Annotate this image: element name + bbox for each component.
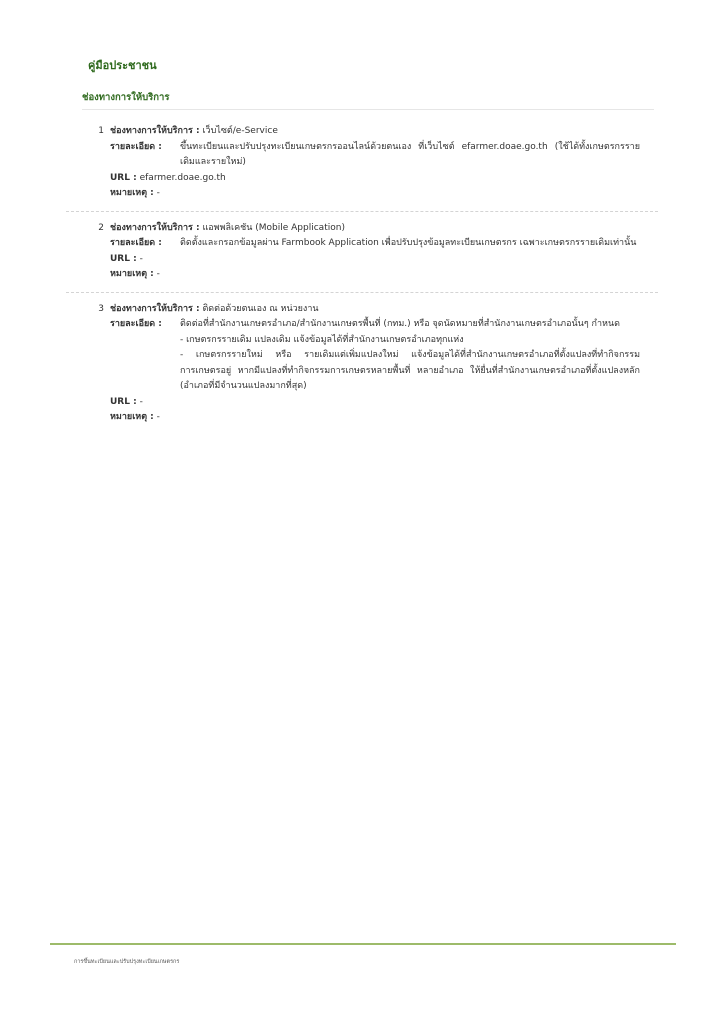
detail-label: รายละเอียด :	[110, 141, 162, 152]
channel-value: แอพพลิเคชัน (Mobile Application)	[202, 222, 345, 233]
detail-text: ขึ้นทะเบียนและปรับปรุงทะเบียนเกษตรกรออนไลน์ด้วยตนเอง ที่เว็บไซต์ efarmer.doae.go.th (ใช้ได้ทั้งเกษตรกรรายเดิมและรายใหม่)	[180, 141, 640, 167]
detail-text: ติดต่อที่สำนักงานเกษตรอำเภอ/สำนักงานเกษตรพื้นที่ (กทม.) หรือ จุดนัดหมายที่สำนักงานเกษตรอำเภอนั้นๆ กำหนด	[180, 319, 620, 329]
detail-text: - เกษตรกรรายใหม่ หรือ รายเดิมแต่เพิ่มแปลงใหม่ แจ้งข้อมูลได้ที่สำนักงานเกษตรอำเภอที่ตั้งแปลงที่ทำกิจกรรมการเกษตรอยู่ หากมีแปลงที่ทำกิจกรรมการเกษตรหลายพื้นที่ หลายอำเภอ ให้ยื่นที่สำนักงานเกษตรอำเภอที่ตั้งแปลงหลัก (อำเภอที่มีจำนวนแปลงมากที่สุด)	[180, 350, 640, 391]
section-title: ช่องทางการให้บริการ	[82, 92, 170, 103]
url-label: URL :	[110, 172, 137, 183]
note-label: หมายเหตุ :	[110, 188, 154, 198]
detail-label: รายละเอียด :	[110, 319, 162, 329]
entry-number: 3	[98, 303, 104, 314]
footer-divider	[50, 943, 676, 945]
channel-value: ติดต่อด้วยตนเอง ณ หน่วยงาน	[202, 303, 319, 314]
channel-value: เว็บไซต์/e-Service	[202, 126, 278, 136]
footer-text: การขึ้นทะเบียนและปรับปรุงทะเบียนเกษตรกร	[74, 959, 180, 965]
note-value: -	[156, 188, 160, 198]
document-title: คู่มือประชาชน	[88, 59, 157, 72]
url-label: URL :	[110, 396, 137, 407]
note-label: หมายเหตุ :	[110, 412, 154, 422]
url-value: efarmer.doae.go.th	[139, 172, 226, 183]
detail-text: - เกษตรกรรายเดิม แปลงเดิม แจ้งข้อมูลได้ที่สำนักงานเกษตรอำเภอทุกแห่ง	[180, 334, 464, 345]
note-label: หมายเหตุ :	[110, 269, 154, 279]
note-value: -	[156, 412, 160, 422]
url-label: URL :	[110, 253, 137, 264]
entry-number: 2	[98, 222, 104, 233]
detail-text: ติดตั้งและกรอกข้อมูลผ่าน Farmbook Application เพื่อปรับปรุงข้อมูลทะเบียนเกษตรกร เฉพาะเกษตรกรรายเดิมเท่านั้น	[180, 238, 637, 248]
detail-label: รายละเอียด :	[110, 238, 162, 248]
channel-label: ช่องทางการให้บริการ :	[110, 303, 200, 314]
note-value: -	[156, 269, 160, 279]
service-channel-entry	[0, 124, 724, 212]
entry-number: 1	[98, 126, 104, 136]
channel-label: ช่องทางการให้บริการ :	[110, 222, 200, 233]
section-divider	[82, 109, 654, 110]
url-value: -	[139, 253, 143, 264]
channel-label: ช่องทางการให้บริการ :	[110, 126, 200, 136]
service-channel-entry	[0, 212, 724, 293]
service-channel-list	[0, 124, 724, 436]
service-channel-entry	[0, 293, 724, 436]
url-value: -	[139, 396, 143, 407]
